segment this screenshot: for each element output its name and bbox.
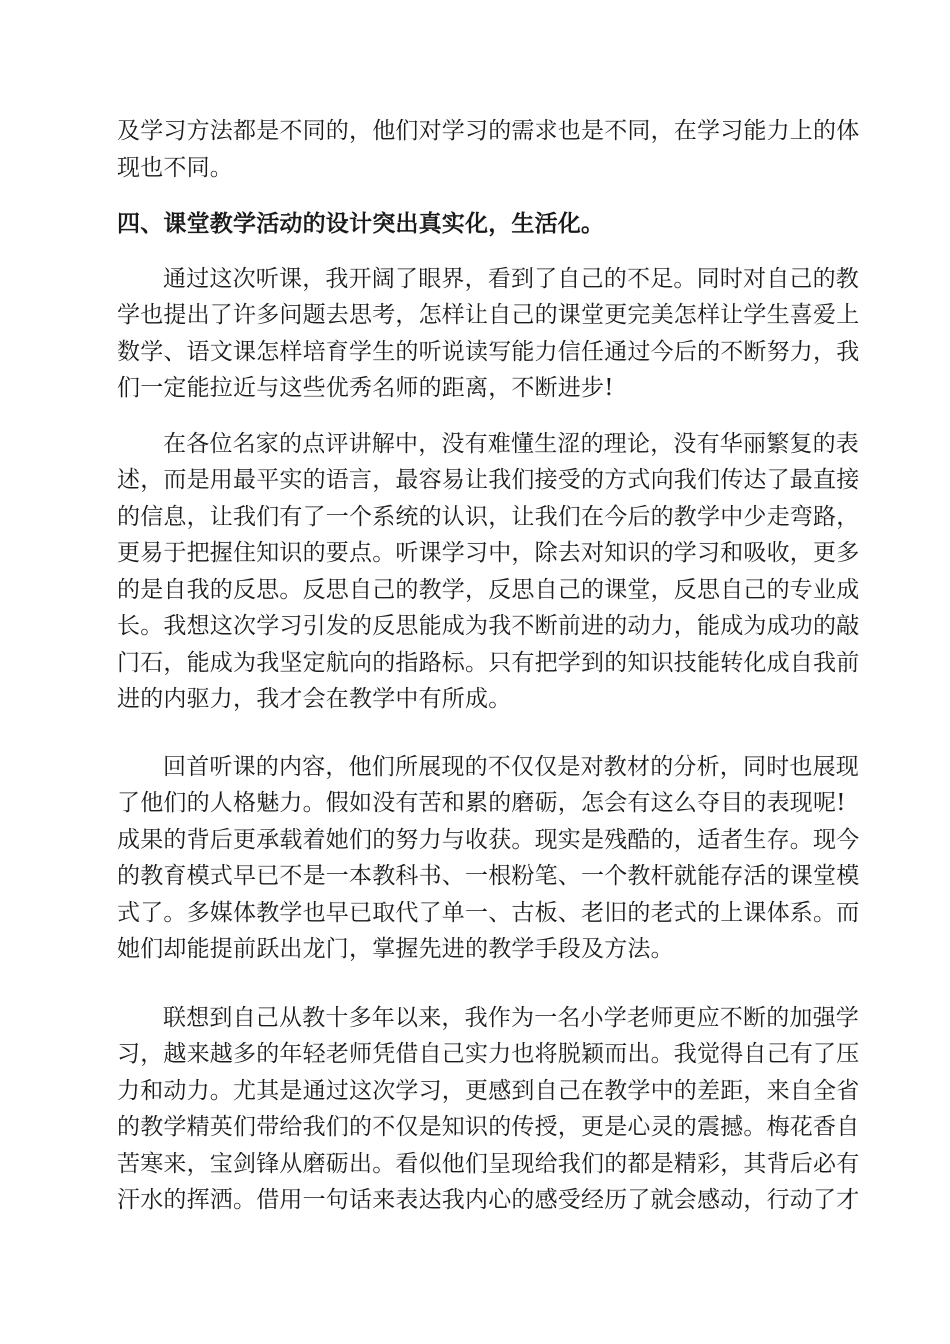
paragraph-line: 及学习方法都是不同的，他们对学习的需求也是不同，在学习能力上的体 xyxy=(117,118,860,144)
paragraph-line: 力和动力。尤其是通过这次学习，更感到自己在教学中的差距，来自全省 xyxy=(117,1078,860,1104)
paragraph-line: 的教育模式早已不是一本教科书、一根粉笔、一个教杆就能存活的课堂模 xyxy=(117,863,860,889)
paragraph-line: 了他们的人格魅力。假如没有苦和累的磨砺，怎会有这么夺目的表现呢! xyxy=(117,790,846,816)
paragraph-line: 的教学精英们带给我们的不仅是知识的传授，更是心灵的震撼。梅花香自 xyxy=(117,1114,860,1140)
paragraph-line: 的信息，让我们有了一个系统的认识，让我们在今后的教学中少走弯路， xyxy=(117,504,860,530)
paragraph-line: 在各位名家的点评讲解中，没有难懂生涩的理论，没有华丽繁复的表 xyxy=(163,431,859,457)
paragraph-line: 进的内驱力，我才会在教学中有所成。 xyxy=(117,686,512,712)
paragraph-line: 汗水的挥洒。借用一句话来表达我内心的感受经历了就会感动，行动了才 xyxy=(117,1187,860,1213)
paragraph-line: 述，而是用最平实的语言，最容易让我们接受的方式向我们传达了最直接 xyxy=(117,467,860,493)
paragraph-line: 更易于把握住知识的要点。听课学习中，除去对知识的学习和吸收，更多 xyxy=(117,540,860,566)
paragraph-line: 现也不同。 xyxy=(117,155,233,181)
paragraph-line: 们一定能拉近与这些优秀名师的距离，不断进步! xyxy=(117,375,614,401)
paragraph-line: 苦寒来，宝剑锋从磨砺出。看似他们呈现给我们的都是精彩，其背后必有 xyxy=(117,1151,860,1177)
paragraph-line: 长。我想这次学习引发的反思能成为我不断前进的动力，能成为成功的敲 xyxy=(117,613,860,639)
section-heading: 四、课堂教学活动的设计突出真实化，生活化。 xyxy=(117,211,605,237)
paragraph-line: 她们却能提前跃出龙门，掌握先进的教学手段及方法。 xyxy=(117,936,674,962)
paragraph-line: 学也提出了许多问题去思考，怎样让自己的课堂更完美怎样让学生喜爱上 xyxy=(117,302,860,328)
paragraph-line: 联想到自己从教十多年以来，我作为一名小学老师更应不断的加强学 xyxy=(163,1005,859,1031)
paragraph-line: 习，越来越多的年轻老师凭借自己实力也将脱颖而出。我觉得自己有了压 xyxy=(117,1041,860,1067)
paragraph-line: 成果的背后更承载着她们的努力与收获。现实是残酷的，适者生存。现今 xyxy=(117,827,860,853)
paragraph-line: 的是自我的反思。反思自己的教学，反思自己的课堂，反思自己的专业成 xyxy=(117,577,860,603)
paragraph-line: 通过这次听课，我开阔了眼界，看到了自己的不足。同时对自己的教 xyxy=(163,266,859,292)
paragraph-line: 门石，能成为我坚定航向的指路标。只有把学到的知识技能转化成自我前 xyxy=(117,650,860,676)
paragraph-line: 回首听课的内容，他们所展现的不仅仅是对教材的分析，同时也展现 xyxy=(163,754,859,780)
paragraph-line: 式了。多媒体教学也早已取代了单一、古板、老旧的老式的上课体系。而 xyxy=(117,900,860,926)
paragraph-line: 数学、语文课怎样培育学生的听说读写能力信任通过今后的不断努力，我 xyxy=(117,339,860,365)
